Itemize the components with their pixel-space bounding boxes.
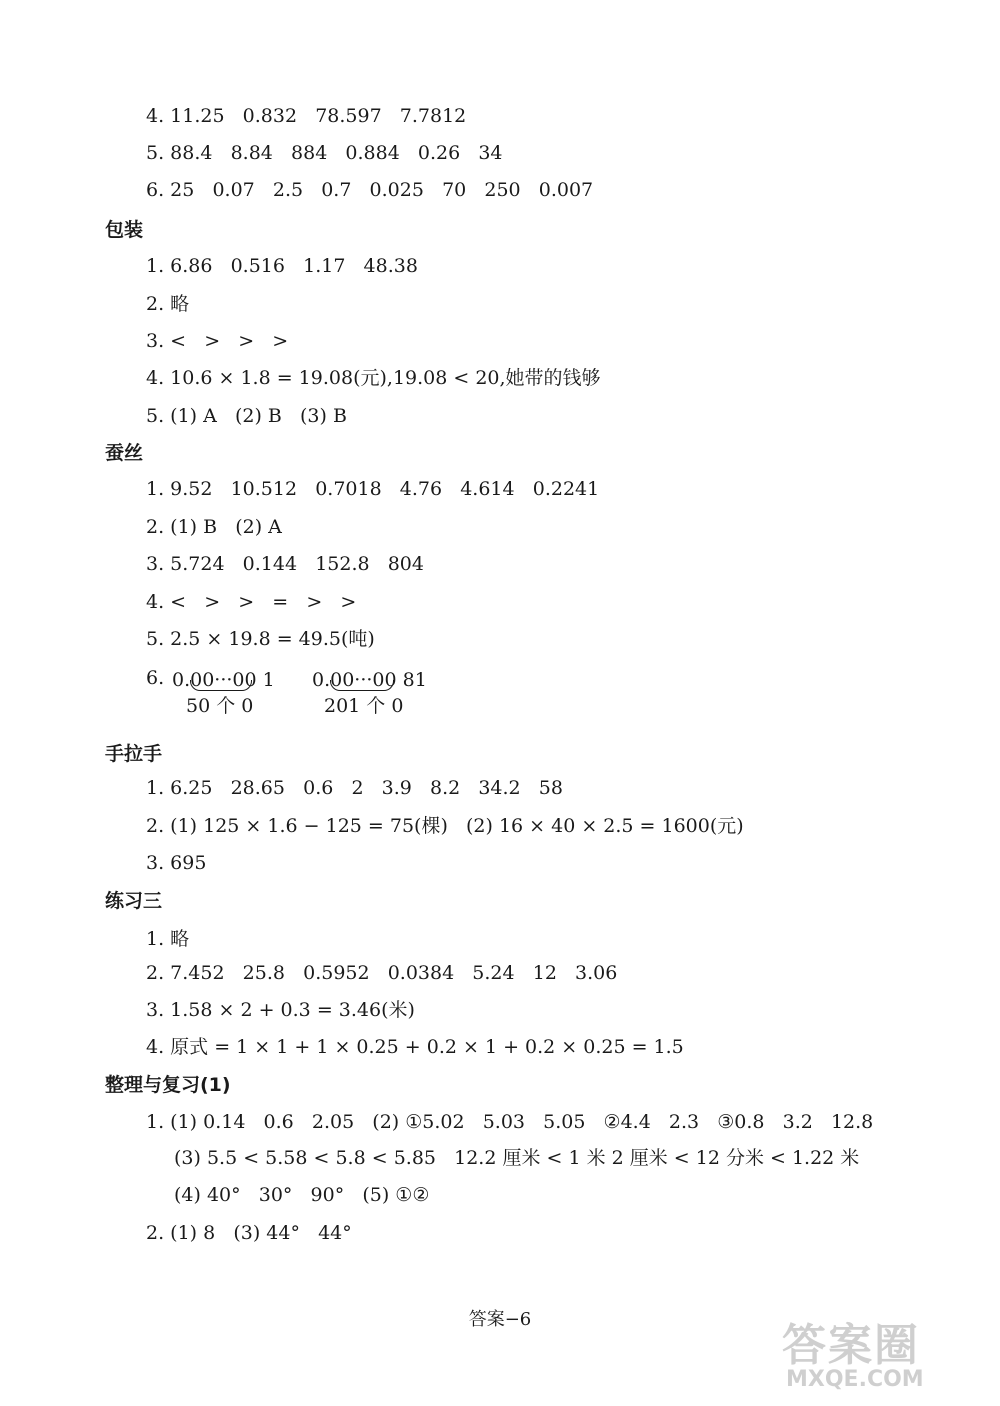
answer-line: 1. 略 bbox=[146, 928, 190, 950]
answer-line-sub: (3) 5.5 < 5.58 < 5.8 < 5.85 12.2 厘米 < 1 米 2 厘米 < 12 分米 < 1.22 米 bbox=[174, 1147, 860, 1169]
section-title-shoulashou: 手拉手 bbox=[105, 743, 163, 765]
underbrace-b bbox=[330, 680, 394, 691]
answer-line: 3. < > > > bbox=[146, 330, 289, 352]
section-title-zhengli: 整理与复习(1) bbox=[105, 1074, 231, 1096]
answer-line: 3. 1.58 × 2 + 0.3 = 3.46(米) bbox=[146, 999, 415, 1021]
answer-line: 5. (1) A (2) B (3) B bbox=[146, 405, 347, 427]
answer-line: 3. 5.724 0.144 152.8 804 bbox=[146, 553, 424, 575]
watermark-url: MXQE.COM bbox=[786, 1367, 924, 1392]
answer-line-6: 6. 25 0.07 2.5 0.7 0.025 70 250 0.007 bbox=[146, 179, 594, 201]
answer-line-5: 5. 88.4 8.84 884 0.884 0.26 34 bbox=[146, 142, 503, 164]
answer-line: 4. 10.6 × 1.8 = 19.08(元),19.08 < 20,她带的钱够 bbox=[146, 367, 601, 389]
decimal-expression-a: 0.00···00 1 bbox=[172, 669, 275, 691]
answer-line: 4. < > > = > > bbox=[146, 591, 357, 613]
answer-line: 2. (1) B (2) A bbox=[146, 516, 282, 538]
brace-label-a: 50 个 0 bbox=[186, 695, 254, 717]
underbrace-a bbox=[190, 680, 252, 691]
decimal-expression-b: 0.00···00 81 bbox=[312, 669, 427, 691]
answer-line: 1. 9.52 10.512 0.7018 4.76 4.614 0.2241 bbox=[146, 478, 600, 500]
answer-line-number: 6. bbox=[146, 667, 165, 689]
answer-line: 2. (1) 8 (3) 44° 44° bbox=[146, 1222, 352, 1244]
answer-line: 3. 695 bbox=[146, 852, 207, 874]
section-title-cansi: 蚕丝 bbox=[105, 442, 144, 464]
answer-line: 1. 6.25 28.65 0.6 2 3.9 8.2 34.2 58 bbox=[146, 777, 563, 799]
watermark-logo-text: 答案圈 bbox=[782, 1320, 920, 1371]
answer-line: 2. (1) 125 × 1.6 − 125 = 75(棵) (2) 16 × 40 × 2.5 = 1600(元) bbox=[146, 815, 744, 837]
answer-line: 2. 略 bbox=[146, 293, 190, 315]
answer-line-sub: (4) 40° 30° 90° (5) ①② bbox=[174, 1184, 430, 1206]
page-number: 答案−6 bbox=[468, 1309, 532, 1330]
answer-line-4: 4. 11.25 0.832 78.597 7.7812 bbox=[146, 105, 467, 127]
brace-label-b: 201 个 0 bbox=[324, 695, 404, 717]
answer-line: 4. 原式 = 1 × 1 + 1 × 0.25 + 0.2 × 1 + 0.2 × 0.25 = 1.5 bbox=[146, 1036, 684, 1058]
watermark-logo bbox=[782, 1322, 978, 1394]
section-title-lianxisan: 练习三 bbox=[105, 890, 163, 912]
answer-line: 2. 7.452 25.8 0.5952 0.0384 5.24 12 3.06 bbox=[146, 962, 618, 984]
answer-line: 5. 2.5 × 19.8 = 49.5(吨) bbox=[146, 628, 375, 650]
section-title-baozhuang: 包装 bbox=[105, 219, 144, 241]
answer-line: 1. (1) 0.14 0.6 2.05 (2) ①5.02 5.03 5.05 ②4.4 2.3 ③0.8 3.2 12.8 bbox=[146, 1111, 874, 1133]
answer-line: 1. 6.86 0.516 1.17 48.38 bbox=[146, 255, 418, 277]
